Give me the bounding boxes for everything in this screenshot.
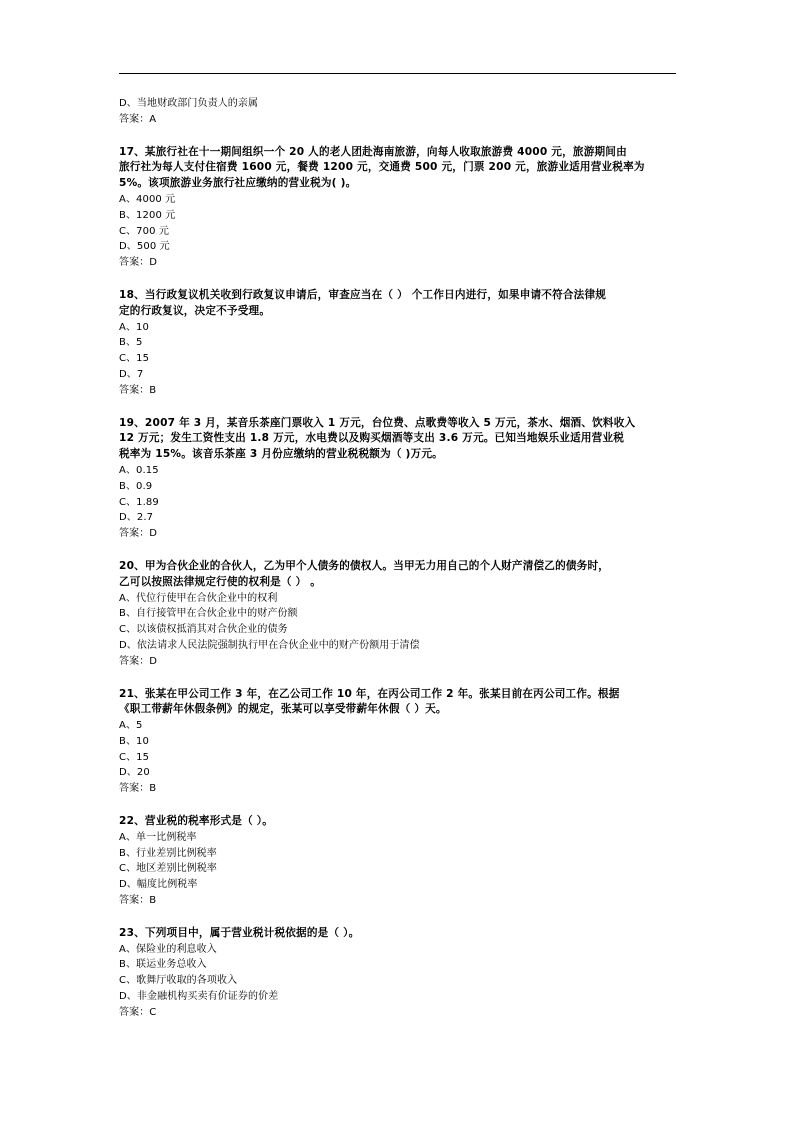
option-line: A、0.15 [119,464,159,476]
header-rule [119,73,676,74]
question-block [119,559,679,670]
question-text: 21、张某在甲公司工作 3 年，在乙公司工作 10 年，在丙公司工作 2 年。张某目前在丙公司工作。根据 [119,687,620,700]
answer-line: 答案：D [119,257,158,269]
lead-fragment [119,96,679,128]
question-text: 定的行政复议，决定不予受理。 [119,304,271,317]
question-block [119,814,679,909]
question-text: 19、2007 年 3 月，某音乐茶座门票收入 1 万元，台位费、点歌费等收入 5 万元，茶水、烟酒、饮料收入 [119,416,636,429]
question-text: 《职工带薪年休假条例》的规定，张某可以享受带薪年休假（ ）天。 [119,703,447,716]
option-line: A、单一比例税率 [119,831,197,843]
answer-line: 答案：D [119,528,158,540]
option-line: B、10 [119,735,149,747]
option-line: D、幅度比例税率 [119,879,198,891]
option-line: C、1.89 [119,496,159,508]
option-line: D、20 [119,767,150,779]
question-block [119,145,679,271]
question-text: 12 万元；发生工资性支出 1.8 万元，水电费以及购买烟酒等支出 3.6 万元。已知当地娱乐业适用营业税 [119,432,625,445]
question-text: 23、下列项目中，属于营业税计税依据的是（ ）。 [119,926,360,939]
option-line: A、代位行使甲在合伙企业中的权利 [119,592,278,604]
option-line: D、500 元 [119,241,170,253]
option-line: C、700 元 [119,225,169,237]
question-block [119,416,679,542]
option-line: B、行业差别比例税率 [119,847,217,859]
option-line: C、15 [119,353,150,365]
question-text: 22、营业税的税率形式是（ ）。 [119,815,274,828]
answer-line: 答案：D [119,655,158,667]
option-line: A、4000 元 [119,193,176,205]
option-line: B、5 [119,337,143,349]
option-line: D、7 [119,368,144,380]
answer-line: 答案：B [119,384,157,396]
option-line: A、10 [119,321,149,333]
question-block [119,288,679,399]
option-line: C、地区差别比例税率 [119,863,217,875]
question-text: 乙可以按照法律规定行使的权利是（ ） 。 [119,575,322,588]
question-list [119,96,679,1021]
option-line: A、5 [119,720,143,732]
option-line: D、非金融机构买卖有价证券的价差 [119,991,279,1003]
question-text: 旅行社为每人支付住宿费 1600 元，餐费 1200 元，交通费 500 元，门票 200 元，旅游业适用营业税率为 [119,161,645,174]
answer-line: 答案：C [119,1006,157,1018]
answer-line: 答案：A [119,113,157,125]
option-line: B、自行接管甲在合伙企业中的财产份额 [119,608,298,620]
question-text: 税率为 15%。该音乐茶座 3 月份应缴纳的营业税税额为（ )万元。 [119,448,443,461]
option-line: B、1200 元 [119,209,176,221]
option-line: B、联运业务总收入 [119,959,207,971]
question-block [119,687,679,798]
answer-line: 答案：B [119,783,157,795]
option-line: C、以该债权抵消其对合伙企业的债务 [119,624,288,636]
option-line: A、保险业的利息收入 [119,943,217,955]
option-line: D、依法请求人民法院强制执行甲在合伙企业中的财产份额用于清偿 [119,639,420,651]
option-line: D、当地财政部门负责人的亲属 [119,98,259,109]
option-line: D、2.7 [119,512,154,524]
option-line: C、15 [119,751,150,763]
question-block [119,926,679,1021]
question-text: 18、当行政复议机关收到行政复议申请后，审查应当在（ ） 个工作日内进行，如果申请不符合法律规 [119,288,607,301]
question-text: 5%。该项旅游业务旅行社应缴纳的营业税为( )。 [119,177,357,190]
answer-line: 答案：B [119,895,157,907]
question-text: 20、甲为合伙企业的合伙人，乙为甲个人债务的债权人。当甲无力用自己的个人财产清偿乙的债务时， [119,559,610,572]
option-line: C、歌舞厅收取的各项收入 [119,975,238,987]
option-line: B、0.9 [119,480,153,492]
question-text: 17、某旅行社在十一期间组织一个 20 人的老人团赴海南旅游，向每人收取旅游费 4000 元，旅游期间由 [119,145,627,158]
